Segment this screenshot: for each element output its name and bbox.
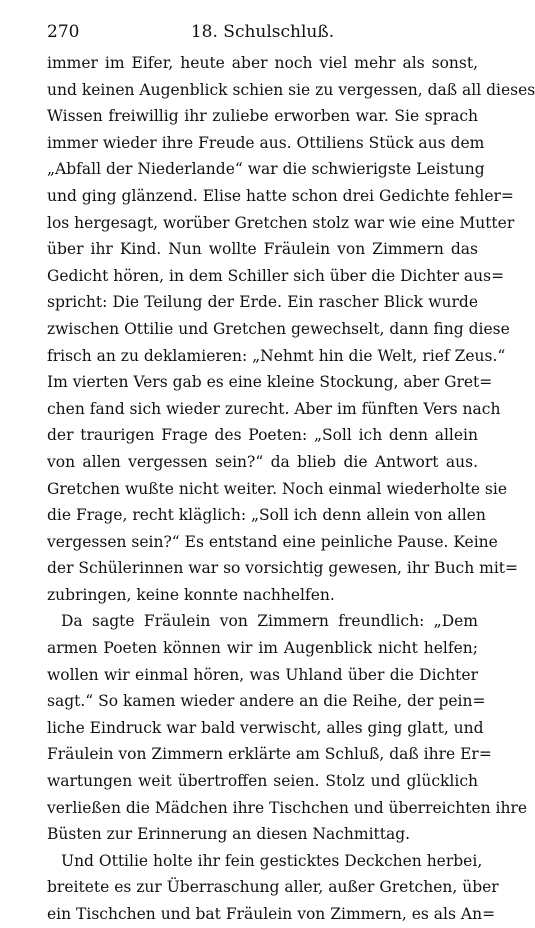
text-line: immer im Eifer, heute aber noch viel mehr als sonst,: [47, 54, 478, 72]
text-line: frisch an zu deklamieren: „Nehmt hin die Welt, rief Zeus.“: [47, 346, 506, 365]
page-number: 270: [47, 22, 80, 42]
text-line: Und Ottilie holte ihr fein gesticktes Deckchen herbei,: [61, 851, 483, 870]
text-line: liche Eindruck war bald verwischt, alles ging glatt, und: [47, 718, 484, 737]
text-line: die Frage, recht kläglich: „Soll ich denn allein von allen: [47, 506, 486, 525]
text-line: Gretchen wußte nicht weiter. Noch einmal wiederholte sie: [47, 479, 507, 498]
running-head: 18. Schulschluß.: [190, 22, 335, 42]
text-line: über ihr Kind. Nun wollte Fräulein von Zimmern das: [47, 240, 478, 259]
text-line: zwischen Ottilie und Gretchen gewechselt, dann fing diese: [47, 319, 510, 338]
text-line: ein Tischchen und bat Fräulein von Zimmern, es als An=: [47, 905, 496, 923]
text-line: chen fand sich wieder zurecht. Aber im fünften Vers nach: [47, 399, 501, 418]
text-line: Im vierten Vers gab es eine kleine Stockung, aber Gret=: [47, 373, 493, 392]
text-line: los hergesagt, worüber Gretchen stolz war wie eine Mutter: [47, 213, 515, 232]
text-line: Gedicht hören, in dem Schiller sich über die Dichter aus=: [47, 266, 505, 285]
text-line: verließen die Mädchen ihre Tischchen und überreichten ihre: [47, 798, 528, 817]
text-line: und ging glänzend. Elise hatte schon drei Gedichte fehler=: [47, 186, 514, 205]
text-line: Da sagte Fräulein von Zimmern freundlich: „Dem: [61, 612, 478, 631]
text-line: armen Poeten können wir im Augenblick nicht helfen;: [47, 639, 478, 658]
text-line: breitete es zur Überraschung aller, außer Gretchen, über: [47, 878, 499, 897]
text-line: spricht: Die Teilung der Erde. Ein rascher Blick wurde: [47, 293, 478, 312]
text-line: von allen vergessen sein?“ da blieb die Antwort aus.: [47, 452, 478, 471]
text-line: immer wieder ihre Freude aus. Ottiliens Stück aus dem: [47, 133, 485, 152]
text-line: Wissen freiwillig ihr zuliebe erworben war. Sie sprach: [47, 107, 478, 126]
text-line: „Abfall der Niederlande“ war die schwierigste Leistung: [47, 160, 485, 179]
text-line: wollen wir einmal hören, was Uhland über die Dichter: [47, 665, 478, 684]
text-line: der Schülerinnen war so vorsichtig gewesen, ihr Buch mit=: [47, 559, 519, 578]
text-line: und keinen Augenblick schien sie zu vergessen, daß all dieses: [47, 80, 535, 99]
text-line: Fräulein von Zimmern erklärte am Schluß, daß ihre Er=: [47, 745, 492, 764]
text-line: Büsten zur Erinnerung an diesen Nachmittag.: [47, 825, 411, 844]
body-text: [47, 50, 535, 928]
text-line: der traurigen Frage des Poeten: „Soll ich denn allein: [47, 426, 478, 445]
text-line: wartungen weit übertroffen seien. Stolz und glücklich: [47, 772, 478, 791]
text-line: sagt.“ So kamen wieder andere an die Reihe, der pein=: [47, 692, 486, 711]
text-line: vergessen sein?“ Es entstand eine peinliche Pause. Keine: [47, 532, 498, 551]
text-line: zubringen, keine konnte nachhelfen.: [47, 585, 335, 604]
page-header: [47, 20, 478, 44]
